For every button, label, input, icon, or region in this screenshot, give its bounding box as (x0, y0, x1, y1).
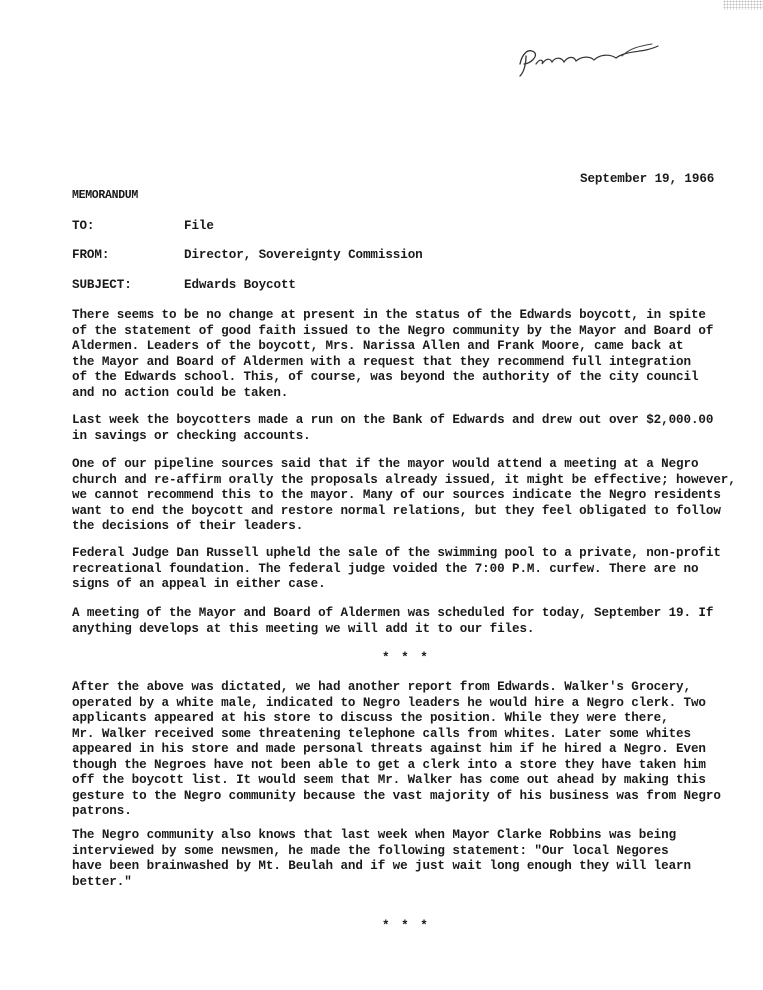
text-line: recreational foundation. The federal judge voided the 7:00 P.M. curfew. There are no (72, 561, 699, 576)
handwritten-signature (512, 34, 662, 84)
text-line: church and re-affirm orally the proposals already issued, it might be effective; however, (72, 472, 736, 487)
paragraph-bank-run (72, 413, 732, 444)
text-line: Federal Judge Dan Russell upheld the sale of the swimming pool to a private, non-profit (72, 546, 721, 560)
to-label: TO: (72, 219, 95, 233)
paragraph-federal-judge (72, 546, 732, 593)
text-line: The Negro community also knows that last week when Mayor Clarke Robbins was being (72, 828, 677, 842)
text-line: of the Edwards school. This, of course, was beyond the authority of the city council (72, 370, 699, 384)
text-line: the Mayor and Board of Aldermen with a request that they recommend full integration (72, 354, 691, 369)
text-line: Last week the boycotters made a run on the Bank of Edwards and drew out over $2,000.00 (72, 413, 714, 427)
text-line: in savings or checking accounts. (72, 428, 311, 443)
to-value: File (184, 219, 214, 233)
from-label: FROM: (72, 248, 110, 262)
text-line: have been brainwashed by Mt. Beulah and if we just wait long enough they will learn (72, 859, 691, 873)
text-line: Aldermen. Leaders of the boycott, Mrs. Narissa Allen and Frank Moore, came back at (72, 339, 684, 353)
section-separator: * * * (382, 919, 430, 933)
memo-date: September 19, 1966 (580, 172, 715, 186)
paragraph-status (72, 308, 732, 401)
paragraph-pipeline-sources (72, 457, 736, 535)
text-line: better." (72, 874, 132, 889)
text-line: anything develops at this meeting we will add it to our files. (72, 621, 535, 636)
text-line: applicants appeared at his store to discuss the position. While they were there, (72, 711, 669, 725)
text-line: want to end the boycott and restore normal relations, but they feel obligated to follow (72, 503, 721, 518)
paragraph-mayor-statement (72, 828, 732, 890)
text-line: patrons. (72, 804, 132, 818)
text-line: the decisions of their leaders. (72, 519, 304, 533)
text-line: signs of an appeal in either case. (72, 577, 326, 591)
text-line: appeared in his store and made personal threats against him if he hired a Negro. Even (72, 742, 706, 756)
text-line: interviewed by some newsmen, he made the following statement: "Our local Negores (72, 843, 669, 858)
text-line: gesture to the Negro community because the vast majority of his business was from Negro (72, 788, 721, 803)
text-line: though the Negroes have not been able to get a clerk into a store they have taken him (72, 757, 706, 772)
text-line: One of our pipeline sources said that if the mayor would attend a meeting at a Negro (72, 457, 699, 471)
memo-title: MEMORANDUM (72, 189, 139, 202)
text-line: A meeting of the Mayor and Board of Aldermen was scheduled for today, September 19. If (72, 606, 714, 620)
scan-edge-dots (723, 0, 763, 10)
subject-label: SUBJECT: (72, 278, 132, 292)
text-line: After the above was dictated, we had another report from Edwards. Walker's Grocery, (72, 680, 691, 694)
subject-value: Edwards Boycott (184, 278, 296, 292)
text-line: operated by a white male, indicated to Negro leaders he would hire a Negro clerk. Two (72, 695, 706, 710)
paragraph-meeting (72, 606, 732, 637)
section-separator: * * * (382, 651, 430, 665)
paragraph-walkers-grocery (72, 680, 732, 820)
text-line: off the boycott list. It would seem that Mr. Walker has come out ahead by making this (72, 773, 706, 787)
text-line: of the statement of good faith issued to the Negro community by the Mayor and Board of (72, 323, 714, 338)
text-line: we cannot recommend this to the mayor. Many of our sources indicate the Negro residents (72, 488, 721, 502)
text-line: There seems to be no change at present in the status of the Edwards boycott, in spite (72, 308, 706, 322)
text-line: Mr. Walker received some threatening telephone calls from whites. Later some whites (72, 726, 691, 741)
text-line: and no action could be taken. (72, 385, 289, 400)
from-value: Director, Sovereignty Commission (184, 248, 423, 262)
